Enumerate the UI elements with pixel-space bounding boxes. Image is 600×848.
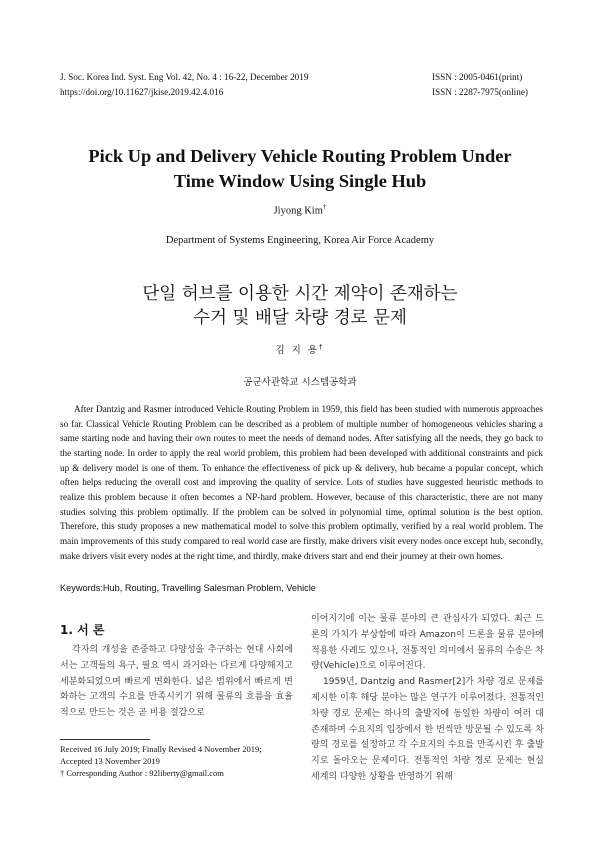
affiliation: Department of Systems Engineering, Korea Air Force Academy [165, 235, 435, 246]
journal-header [60, 70, 308, 100]
abstract: After Dantzig and Rasmer introduced Vehicle Routing Problem in 1959, this field has been studied with numerous approaches so far. Classical Vehicle Routing Problem can be described as a problem of multiple number of homogeneous vehicles sharing a same starting node and having their own routes to meet the needs of demand nodes. After satisfying all the needs, they go back to the starting node. In order to apply the real world problem, this problem had been developed with additional constraints and pick up & delivery model is one of them. To enhance the effectiveness of pick up & delivery, hub became a popular concept, which often helps reducing the overall cost and improving the quality of service. Lots of studies have suggested heuristic methods to realize this problem because it often becomes a NP-hard problem. However, because of this characteristic, there are not many studies solving this problem optimally. If the problem can be solved in polynomial time, optimal solution is the best option. Therefore, this study proposes a new mathematical model to solve this problem optimally, verified by a real world problem. The main improvements of this study compared to real world case are firstly, make drivers visit every nodes once except hub, secondly, make drivers visit every nodes at the right time, and thirdly, make drivers start and end their journey at their own homes. [60, 404, 543, 561]
paper-title [40, 144, 560, 194]
author-name: Jiyong Kim [273, 205, 323, 217]
korean-title-line2: 수거 및 배달 차량 경로 문제 [193, 308, 407, 328]
paper-title-line1: Pick Up and Delivery Vehicle Routing Problem Under [88, 146, 512, 166]
section-heading-introduction: 1. 서 론 [60, 623, 105, 637]
left-column [60, 643, 293, 722]
left-column-paragraph: 각자의 개성을 존중하고 다양성을 추구하는 현대 사회에서는 고객들의 욕구, 필요 역시 과거와는 다르게 다양해지고 세분화되었으며 빠르게 변화한다. 넓은 범위에서 빠르게 변화하는 고객의 수요를 만족시키기 위해 물류의 흐름을 효율적으로 만드는 것은 곧 비용 절감으로 [60, 645, 293, 719]
issn-online: ISSN : 2287-7975(online) [432, 87, 528, 97]
korean-author [0, 342, 600, 356]
doi-link[interactable]: https://doi.org/10.11627/jkise.2019.42.4.016 [60, 87, 224, 97]
right-column-paragraph-1: 이어지기에 이는 물류 분야의 큰 관심사가 되었다. 최근 드론의 가치가 부상함에 따라 Amazon이 드론을 물류 분야에 적용한 사례도 있으나, 전통적인 의미에서 물류의 수송은 차량(Vehicle)으로 이루어진다. [311, 614, 544, 672]
journal-citation: J. Soc. Korea Ind. Syst. Eng Vol. 42, No. 4 : 16-22, December 2019 [60, 72, 309, 82]
korean-author-mark: † [319, 342, 325, 351]
korean-author-name: 김 지 용 [275, 345, 320, 356]
footnotes [60, 743, 262, 780]
keywords [60, 583, 543, 593]
corresponding-mark: † [60, 768, 65, 779]
korean-affiliation: 공군사관학교 시스템공학과 [243, 377, 357, 388]
accepted-date: Accepted 13 November 2019 [60, 756, 160, 767]
corresponding-author-email[interactable]: Corresponding Author : 92liberty@gmail.com [64, 768, 224, 779]
korean-title-line1: 단일 허브를 이용한 시간 제약이 존재하는 [142, 284, 458, 304]
footnote-divider [60, 739, 150, 740]
issn-block [432, 70, 528, 100]
keywords-label: Keywords [60, 583, 101, 593]
author-mark: † [322, 203, 327, 211]
paper-title-line2: Time Window Using Single Hub [173, 171, 427, 191]
right-column-paragraph-2: 1959년, Dantzig and Rasmer[2]가 차량 경로 문제를 제시한 이후 해당 분야는 많은 연구가 이루어졌다. 전통적인 차량 경로 문제는 하나의 출발지에 동일한 차량이 여러 대 존재하며 수요지의 입장에서 한 번씩만 방문될 수 있도록 차량의 경로를 설정하고 각 수요지의 수요를 만족시킨 후 출발지로 돌아오는 문제이다. 전통적인 차량 경로 문제는 현실 세계의 다양한 상황을 반영하기 위해 [311, 677, 544, 782]
received-date: Received 16 July 2019; Finally Revised 4 November 2019; [60, 744, 262, 754]
korean-title [0, 282, 600, 330]
keywords-values: :Hub, Routing, Travelling Salesman Problem, Vehicle [100, 583, 316, 593]
author [0, 203, 600, 217]
corresponding-author [60, 767, 262, 779]
issn-print: ISSN : 2005-0461(print) [432, 72, 523, 82]
right-column [311, 612, 544, 786]
